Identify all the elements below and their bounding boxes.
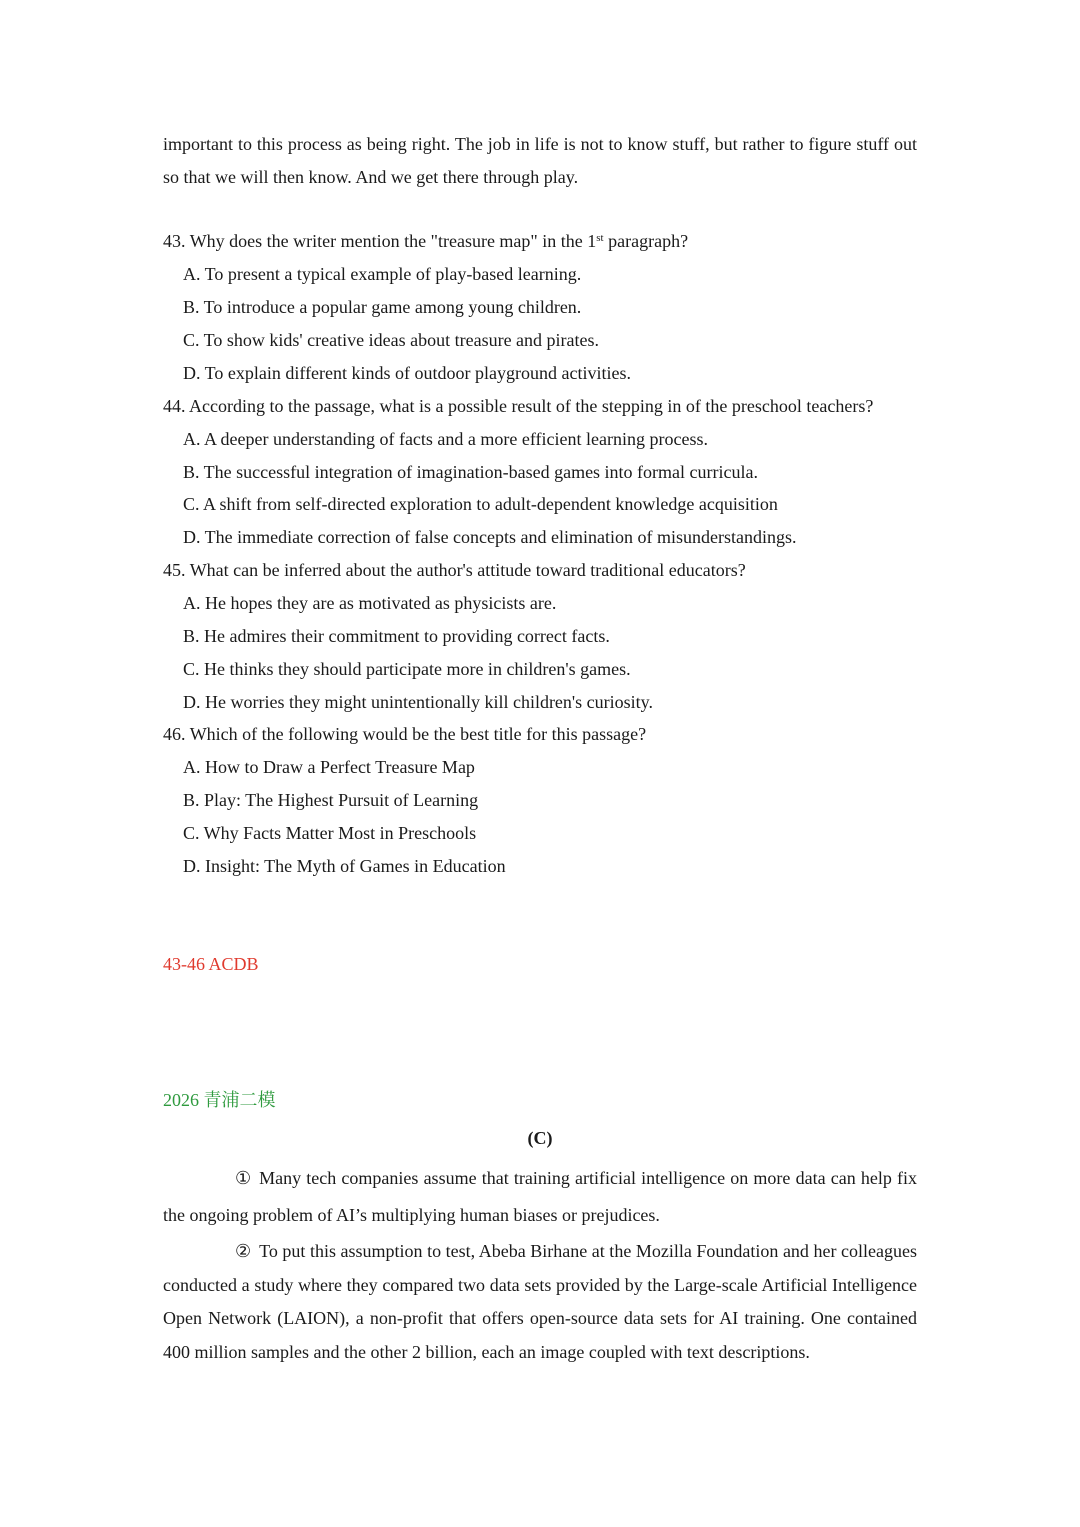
question-stem: According to the passage, what is a possible result of the stepping in of the preschool teachers? (189, 396, 874, 416)
question-44-option-a: A. A deeper understanding of facts and a more efficient learning process. (183, 429, 708, 449)
source-label: 2026 青浦二模 (163, 1090, 276, 1110)
paragraph-marker: ② (235, 1241, 252, 1261)
question-stem: Which of the following would be the best title for this passage? (189, 724, 647, 744)
question-43-option-a: A. To present a typical example of play-based learning. (183, 264, 582, 284)
question-44-option-d: D. The immediate correction of false concepts and elimination of misunderstandings. (183, 527, 797, 547)
question-46-option-a: A. How to Draw a Perfect Treasure Map (183, 757, 475, 777)
question-number: 46. (163, 724, 186, 744)
question-45-option-a: A. He hopes they are as motivated as physicists are. (183, 593, 557, 613)
question-45-option-c: C. He thinks they should participate more in children's games. (183, 659, 631, 679)
question-43-stem (163, 229, 923, 253)
question-45-stem (163, 558, 923, 582)
question-46-option-c: C. Why Facts Matter Most in Preschools (183, 823, 477, 843)
paragraph-marker: ① (235, 1168, 252, 1188)
question-43-option-d: D. To explain different kinds of outdoor playground activities. (183, 363, 631, 383)
question-46-option-b: B. Play: The Highest Pursuit of Learning (183, 790, 479, 810)
question-number: 44. (163, 396, 186, 416)
paragraph-2 (163, 1235, 917, 1369)
question-number: 43. (163, 231, 186, 251)
paragraph-1 (163, 1160, 917, 1234)
question-43-option-c: C. To show kids' creative ideas about treasure and pirates. (183, 330, 600, 350)
ordinal-suffix: st (596, 232, 604, 244)
question-stem: What can be inferred about the author's attitude toward traditional educators? (189, 560, 746, 580)
question-stem-end: paragraph? (603, 231, 689, 251)
question-45-option-b: B. He admires their commitment to providing correct facts. (183, 626, 610, 646)
question-46-stem (163, 722, 923, 746)
question-45-option-d: D. He worries they might unintentionally kill children's curiosity. (183, 692, 653, 712)
question-44-stem (163, 394, 923, 418)
paragraph-text: To put this assumption to test, Abeba Birhane at the Mozilla Foundation and her colleagues conducted a study where they compared two data sets provided by the Large-scale Artificial Intelligence Open Network (LAION), a non-profit that offers open-source data sets for AI training. One contained 400 million samples and the other 2 billion, each an image coupled with text descriptions. (163, 1241, 917, 1362)
paragraph-text: Many tech companies assume that training artificial intelligence on more data can help fix the ongoing problem of AI’s multiplying human biases or prejudices. (163, 1168, 917, 1225)
question-number: 45. (163, 560, 186, 580)
question-44-option-b: B. The successful integration of imagination-based games into formal curricula. (183, 462, 758, 482)
answer-key: 43-46 ACDB (163, 954, 259, 974)
passage-continuation: important to this process as being right. The job in life is not to know stuff, but rather to figure stuff out so that we will then know. And we get there through play. (163, 134, 917, 187)
question-46-option-d: D. Insight: The Myth of Games in Education (183, 856, 506, 876)
question-44-option-c: C. A shift from self-directed exploration to adult-dependent knowledge acquisition (183, 494, 778, 514)
question-43-option-b: B. To introduce a popular game among young children. (183, 297, 582, 317)
question-stem: Why does the writer mention the "treasure map" in the 1 (189, 231, 597, 251)
section-heading: (C) (527, 1128, 553, 1148)
